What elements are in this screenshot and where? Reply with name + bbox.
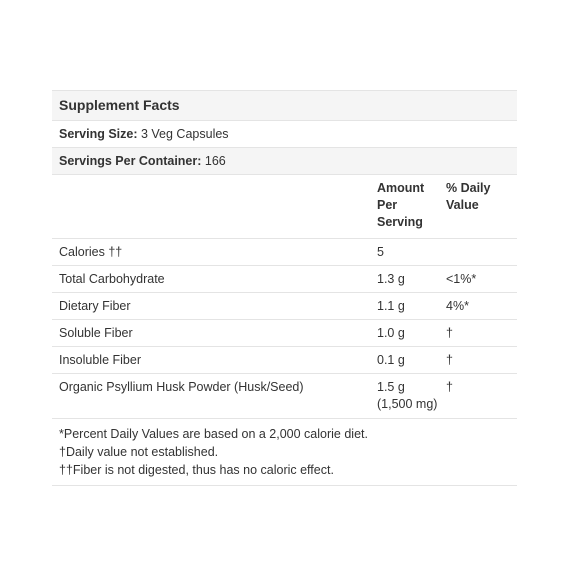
footnote-fiber: ††Fiber is not digested, thus has no caloric effect. bbox=[59, 463, 334, 477]
nutrient-dv: † bbox=[446, 326, 453, 340]
serving-size-label: Serving Size: bbox=[59, 127, 138, 141]
nutrient-amount bbox=[377, 374, 446, 418]
nutrient-row-dietary-fiber bbox=[52, 293, 517, 320]
header-amount bbox=[377, 175, 446, 238]
nutrient-amount: 1.0 g bbox=[377, 326, 405, 340]
header-amount-line2: Per bbox=[377, 198, 398, 212]
footnote-not-established: †Daily value not established. bbox=[59, 445, 219, 459]
nutrient-dv: <1%* bbox=[446, 272, 477, 286]
nutrient-dv: † bbox=[446, 380, 453, 394]
nutrient-amount-mg: (1,500 mg) bbox=[377, 397, 438, 411]
nutrient-row-soluble-fiber bbox=[52, 320, 517, 347]
nutrient-amount: 1.1 g bbox=[377, 299, 405, 313]
nutrient-dv: † bbox=[446, 353, 453, 367]
header-name-cell bbox=[52, 175, 377, 238]
nutrient-row-psyllium bbox=[52, 374, 517, 419]
nutrient-amount: 0.1 g bbox=[377, 353, 405, 367]
serving-size-row bbox=[52, 121, 517, 148]
servings-per-container-label: Servings Per Container: bbox=[59, 154, 202, 168]
header-amount-line1: Amount bbox=[377, 181, 425, 195]
header-dv-line2: Value bbox=[446, 198, 479, 212]
nutrient-dv: 4%* bbox=[446, 299, 469, 313]
header-dv-line1: % Daily bbox=[446, 181, 491, 195]
nutrient-name: Soluble Fiber bbox=[59, 326, 133, 340]
nutrient-name: Total Carbohydrate bbox=[59, 272, 165, 286]
servings-per-container-row bbox=[52, 148, 517, 175]
footnotes bbox=[52, 419, 517, 485]
panel-title: Supplement Facts bbox=[52, 91, 517, 121]
servings-per-container-value: 166 bbox=[204, 154, 226, 168]
nutrient-name: Dietary Fiber bbox=[59, 299, 131, 313]
serving-size-value: 3 Veg Capsules bbox=[140, 127, 229, 141]
nutrient-amount: 1.3 g bbox=[377, 272, 405, 286]
nutrient-dv bbox=[446, 239, 517, 265]
header-amount-line3: Serving bbox=[377, 215, 423, 229]
nutrient-name: Calories †† bbox=[59, 245, 123, 259]
nutrient-name: Insoluble Fiber bbox=[59, 353, 141, 367]
supplement-facts-panel bbox=[52, 90, 517, 486]
column-header-row bbox=[52, 175, 517, 239]
header-daily-value bbox=[446, 175, 517, 238]
nutrient-row-calories bbox=[52, 239, 517, 266]
footnote-daily-values: *Percent Daily Values are based on a 2,000 calorie diet. bbox=[59, 427, 368, 441]
nutrient-row-total-carbohydrate bbox=[52, 266, 517, 293]
nutrient-name: Organic Psyllium Husk Powder (Husk/Seed) bbox=[59, 380, 304, 394]
nutrient-amount: 5 bbox=[377, 245, 384, 259]
nutrient-row-insoluble-fiber bbox=[52, 347, 517, 374]
nutrient-amount-grams: 1.5 g bbox=[377, 380, 405, 394]
